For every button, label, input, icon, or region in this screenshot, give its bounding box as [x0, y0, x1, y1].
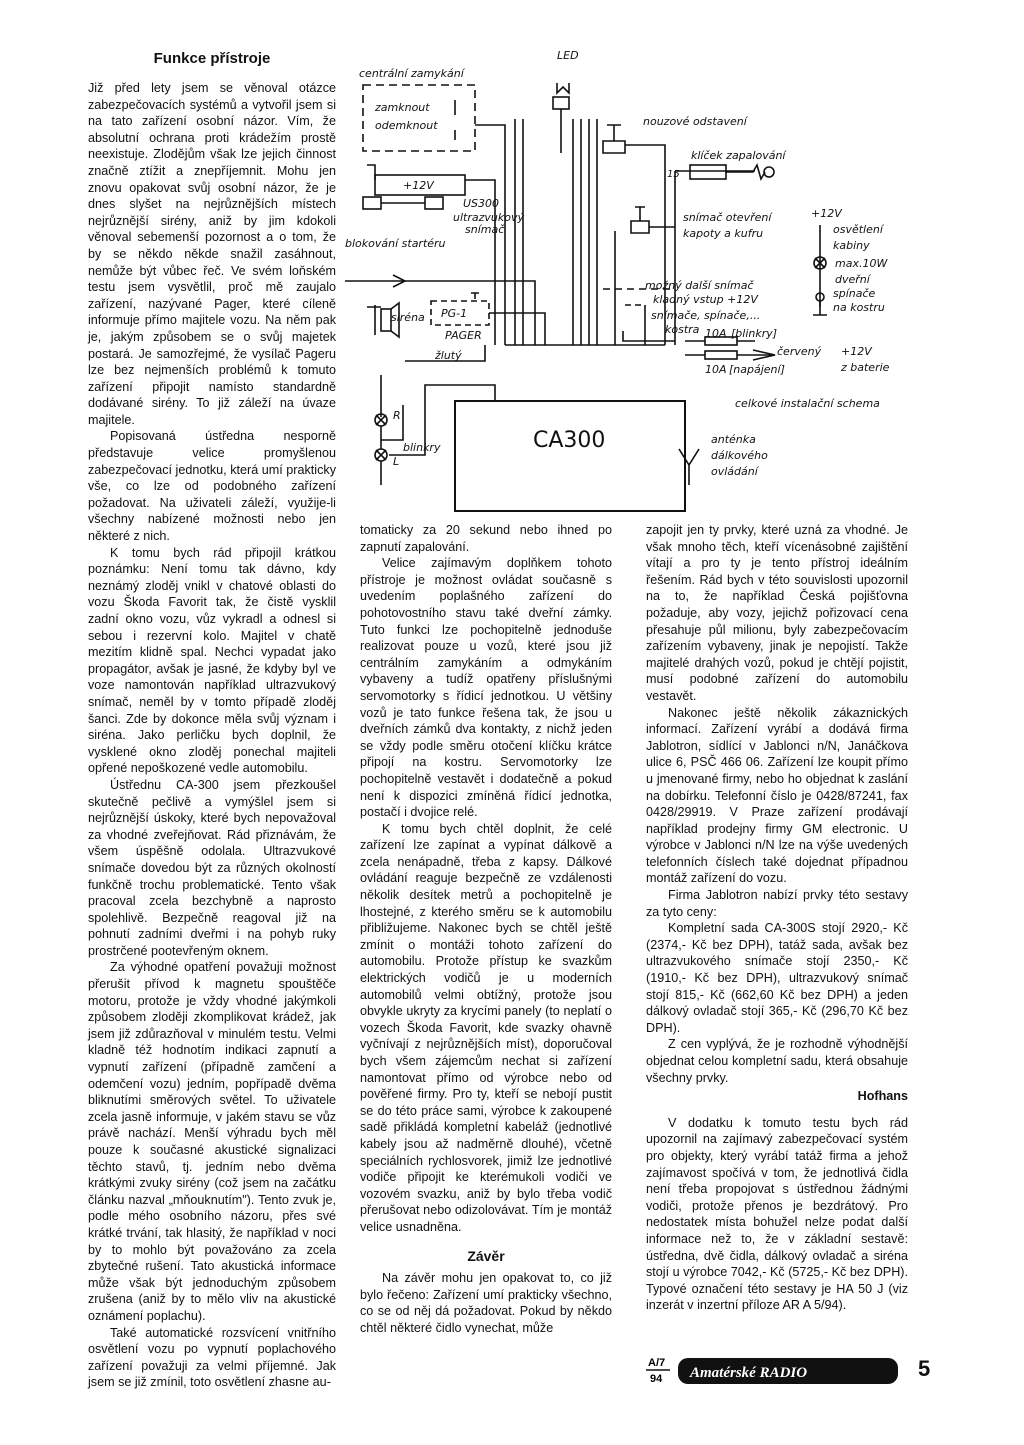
label-blinkers: blinkry	[403, 441, 441, 454]
issue-number-top: A/7	[648, 1357, 666, 1369]
issue-number-bottom: 94	[650, 1373, 663, 1385]
label-12v-battery: +12V	[841, 345, 872, 358]
label-door: dveřní	[835, 273, 870, 286]
label-cabin: kabiny	[833, 239, 870, 252]
text-column-2	[360, 522, 612, 1337]
label-to-ground: na kostru	[833, 301, 885, 314]
paragraph: K tomu bych rád připojil krátkou poznámku: Není tomu tak dávno, kdy neznámý zloděj vnikl v chatové oblasti do vozu Škoda Favorit tak, že čistě vysklil zadní okno vozu, vůz vykradl a odnesl si sebou i rezervní kolo. Majitel v chatě mezitím klidně spal. Nechci vypadat jako propagátor, avšak je jasné, že kdyby byl ve voze namontován například ultrazvukový snímač, neměl by v tomto případě zloděj šanci. Zde by dokonce měla svůj význam i siréna. Jako perličku bych doplnil, že vysklené okno zloděj ponechal majiteli opřené nepoškozené vedle automobilu.	[88, 545, 336, 776]
paragraph: Za výhodné opatření považuji možnost přerušit přívod k magnetu spouštěče motoru, protože je vždy vhodné jakýmkoli způsobem zloději zkomplikovat krádež, jak jsem již zdůrazňoval v minulém testu. Velmi kladně též hodnotím indikaci zapnutí a vypnutí zařízení (případně zamčení a odemčení vozu) jedním, popřípadě dvěma bliknutími směrových světel. To uživatele zcela jasně informuje, v jakém stavu se vůz právě nachází. Menší výhradu bych měl pouze k současné akustické signalizaci těchto stavů, tj. jedním nebo dvěma krátkými zvuky sirény (což jsem na začátku článku nazval „mňouknutím"). Tento zvuk je, podle mého osobního názoru, přes své krátké trvání, tak hlasitý, že například v noci by to mohlo být považováno za zcela zbytečné rušení. Tato akustická informace může však být jednoduchým způsobem zrušena (aniž by to mělo vliv na akustické oznámení poplachu).	[88, 960, 336, 1323]
label-control: ovládání	[711, 465, 758, 478]
label-us300: US300	[463, 197, 500, 210]
label-ground: kostra	[665, 323, 700, 336]
label-central-lock: centrální zamykání	[359, 67, 464, 80]
label-unlocked: odemknout	[375, 119, 438, 132]
article-title: Funkce přístroje	[153, 50, 271, 67]
label-antenna: anténka	[711, 433, 756, 446]
label-pager: PAGER	[445, 329, 482, 342]
label-red: červený	[777, 345, 822, 358]
label-locked: zamknout	[375, 101, 430, 114]
label-from-battery: z baterie	[841, 361, 890, 374]
label-open-sensor: snímač otevření	[683, 211, 772, 224]
paragraph: Již před lety jsem se věnoval otázce zabezpečovacích systémů a vytvořil jsem si na tato zařízení osobní názor. Vím, že absolutní ochrana proti krádežím prostě neexistuje. Zlodějům však lze jejich činnost značně ztížit a znepříjemnit. Mohu jen znovu opakovat svůj osobní názor, že je dnes slyšet na nejrůznějších místech nejrůznější sirény, aniž by jim kdokoli věnoval sebemenší pozornost a o tom, že by se někdo někde snažil zasáhnout, nemůže být vůbec řeč. Ve svém loňském testu jsem vysvětlil, proč mě zaujalo zařízení, nazývané Pager, které cíleně informuje přímo majitele vozu. Na něm pak je, jakým způsobem se o svůj majetek postará. Je samozřejmé, že vysílač Pageru lze bez nejmenších problémů k tomuto zařízení připojit namísto standardně dodávané sirény. To již záleží na úvaze majitele.	[88, 81, 336, 427]
label-full-schema: celkové instalační schema	[735, 397, 880, 410]
label-blinkers-paren: [blinkry]	[731, 327, 778, 340]
label-lighting: osvětlení	[833, 223, 883, 236]
label-led: LED	[557, 49, 579, 62]
magazine-footer	[640, 1352, 940, 1392]
label-ignition-key: klíček zapalování	[691, 149, 786, 162]
label-15: 15	[667, 169, 680, 180]
magazine-logo: Amatérské RADIO	[690, 1365, 808, 1381]
paragraph: V dodatku k tomuto testu bych rád upozornil na zajímavý zabezpečovací systém pro objekty, který vyrábí tatáž firma a jehož zajímavost spočívá v tom, že jednotlivá čidla není třeba propojovat s ústřednou žádnými vodiči, protože přenos je bezdrátový. Pro nedostatek místa bohužel nelze podat další informace než to, že v základní sestavě: ústředna, dvě čidla, dálkový ovladač a siréna stojí u výrobce 7042,- Kč (5725,- Kč bez DPH). Typové označení této sestavy je HA 50 J (viz inzerát v inzertní příloze AR A 5/94).	[646, 1115, 908, 1313]
text-column-3	[646, 522, 908, 1314]
author-signature: Hofhans	[857, 1089, 908, 1104]
label-remote: dálkového	[711, 449, 768, 462]
paragraph: Popisovaná ústředna nesporně představuje velice promyšlenou zabezpečovací jednotku, která umí prakticky vše, co lze od podobného zařízení požadovat. Na uživateli záleží, využije-li všechny nabízené možnosti nebo jen některé z nich.	[88, 429, 336, 544]
label-yellow: žlutý	[435, 349, 462, 362]
paragraph: Na závěr mohu jen opakovat to, co již bylo řečeno: Zařízení umí prakticky všechno, co se od něj dá požadovat. Pokud by někdo chtěl některé čidlo vynechat, může	[360, 1271, 612, 1335]
label-max10w: max.10W	[835, 257, 888, 270]
label-switches: spínače	[833, 287, 876, 300]
paragraph: Velice zajímavým doplňkem tohoto přístroje je možnost ovládat současně s uvedením poplašného zařízení do pohotovostního stavu také dveřní zámky. Tuto funkci lze pochopitelně jednoduše realizovat pouze u vozů, které jsou již centrálním zamykáním a odmykáním vybaveny a tudíž opatřeny příslušnými servomotorky s řídicí jednotkou. U většiny vozů je tato funkce řešena tak, že jsou u dveřních zámků dva kontakty, z nichž jeden se vždy podle směru otočení klíčku krátce připojí na kostru. Servomotorky lze pochopitelně vestavět i dodatečně a pokud není k dispozici zmíněná řídicí jednotka, postačí i dvojice relé.	[360, 556, 612, 820]
label-positive-input: kladný vstup +12V	[653, 293, 758, 306]
paragraph: K tomu bych chtěl doplnit, že celé zařízení lze zapínat a vypínat dálkově a zcela nenápadně, třeba z kapsy. Dálkové ovládání reaguje bezpečně ze vzdálenosti několik desítek metrů a pochopitelně je lhostejné, z kterého směru se k automobilu přibližujeme. Nakonec bych se chtěl ještě zmínit o montáži tohoto zařízení do automobilu. Protože přístup ke svazkům elektrických vodičů je u moderních automobilů velmi obtížný, protože jsou obvykle ukryty za krycími panely (to neplatí o vozech Škoda Favorit, kde svazky ohavně vyčnívají z nejrůznějších míst), doporučoval bych všem zájemcům nechat si zařízení namontovat přímo od výrobce nebo od pověřené firmy. Pro ty, kteří se nebojí pustit se do této práce sami, výrobce k zakoupené sadě přikládá kompletní kabeláž (jednotlivé kabely jsou až nadměrně dlouhé), včetně speciálních rychlosvorek, jimiž lze jednotlivé vodiče připojit ke kterémukoli vodiči ve vozovém svazku, aniž by bylo třeba vodič přerušovat nebo odizolovávat. Tím je montáž velice usnadněna.	[360, 821, 612, 1234]
paragraph: Ústřednu CA-300 jsem přezkoušel skutečně pečlivě a vymýšlel jsem si nejrůznější úskoky, které bych nepovažoval za vhodné zveřejňovat. Rád přiznávám, že všem úspěšně odolala. Ultrazvukové snímače dovedou být za různých okolností funkčně trochu problematické. Tento však pracoval zcela bezchybně a naprosto spolehlivě. Bezpečně reagoval již na pohnutí zadními dveřmi i na pohyb ruky prostrčené pootevřeným oknem.	[88, 777, 336, 958]
label-block-start: blokování startéru	[345, 237, 446, 250]
paragraph: Nakonec ještě několik zákaznických informací. Zařízení vyrábí a dodává firma Jablotron, sídlící v Jablonci n/N, Janáčkova ulice 6, PSČ 466 06. Zařízení lze koupit přímo u jmenované firmy, nebo ho objednat k zaslání na dobírku. Telefonní číslo je 0428/87241, fax 0428/29919. V Praze zařízení prodávají například prodejny firmy GM electronic. U výrobce v Jablonci n/N lze na výše uvedených telefonních číslech také dojednat případnou montáž zařízení do vozu.	[646, 705, 908, 886]
label-sensor: snímač	[465, 223, 505, 236]
label-emergency: nouzové odstavení	[643, 115, 747, 128]
page-number: 5	[918, 1356, 931, 1381]
paragraph: Firma Jablotron nabízí prvky této sestavy za tyto ceny:	[646, 888, 908, 919]
paragraph: Také automatické rozsvícení vnitřního osvětlení vozu po vypnutí poplachového zařízení považuji za velmi příjemné. Jak jsem se již zmínil, toto osvětlení zhasne au-	[88, 1325, 336, 1390]
paragraph: tomaticky za 20 sekund nebo ihned po zapnutí zapalování.	[360, 523, 612, 554]
label-sensors-switches: snímače, spínače,...	[651, 309, 761, 322]
label-pg1: PG-1	[441, 307, 468, 320]
paragraph: zapojit jen ty prvky, které uzná za vhodné. Je však mnoho těch, kteří vícenásobné zajištění vítají a pro ty je tento přístroj ideálním řešením. Rád bych v této souvislosti upozornil na to, že například Česká pojišťovna požaduje, aby vozy, jejichž pořizovací cena přesahuje půl milionu, byly zabezpečovacím zařízením vybaveny, jinak je nepojistí. Takže majitelé drahých vozů, pokud je chtějí pojistit, musí podobné zařízení do automobilu vestavět.	[646, 523, 908, 703]
installation-schematic	[345, 45, 915, 525]
paragraph: Kompletní sada CA-300S stojí 2920,- Kč (2374,- Kč bez DPH), tatáž sada, avšak bez ultrazvukového snímače stojí 2350,- Kč (1910,- Kč bez DPH), ultrazvukový snímač stojí 815,- Kč (662,60 Kč bez DPH) a jeden dálkový ovladač stojí 365,- Kč (296,70 Kč bez DPH).	[646, 921, 908, 1035]
label-12v: +12V	[403, 179, 434, 192]
label-12v-right: +12V	[811, 207, 842, 220]
label-fuse-2: 10A	[705, 363, 727, 376]
label-fuse-1: 10A	[705, 327, 727, 340]
label-r: R	[393, 409, 401, 422]
label-power-paren: [napájení]	[729, 363, 785, 376]
label-l: L	[393, 455, 400, 468]
label-ultrasonic: ultrazvukový	[453, 211, 524, 224]
text-column-1	[88, 80, 336, 1391]
unit-label-ca300: CA300	[533, 428, 606, 453]
label-hood-trunk: kapoty a kufru	[683, 227, 764, 240]
paragraph: Z cen vyplývá, že je rozhodně výhodnější objednat celou kompletní sadu, která obsahuje všechny prvky.	[646, 1037, 908, 1085]
label-other-sensor: možný další snímač	[645, 279, 754, 292]
label-siren: siréna	[391, 311, 425, 324]
conclusion-heading: Závěr	[467, 1247, 505, 1264]
